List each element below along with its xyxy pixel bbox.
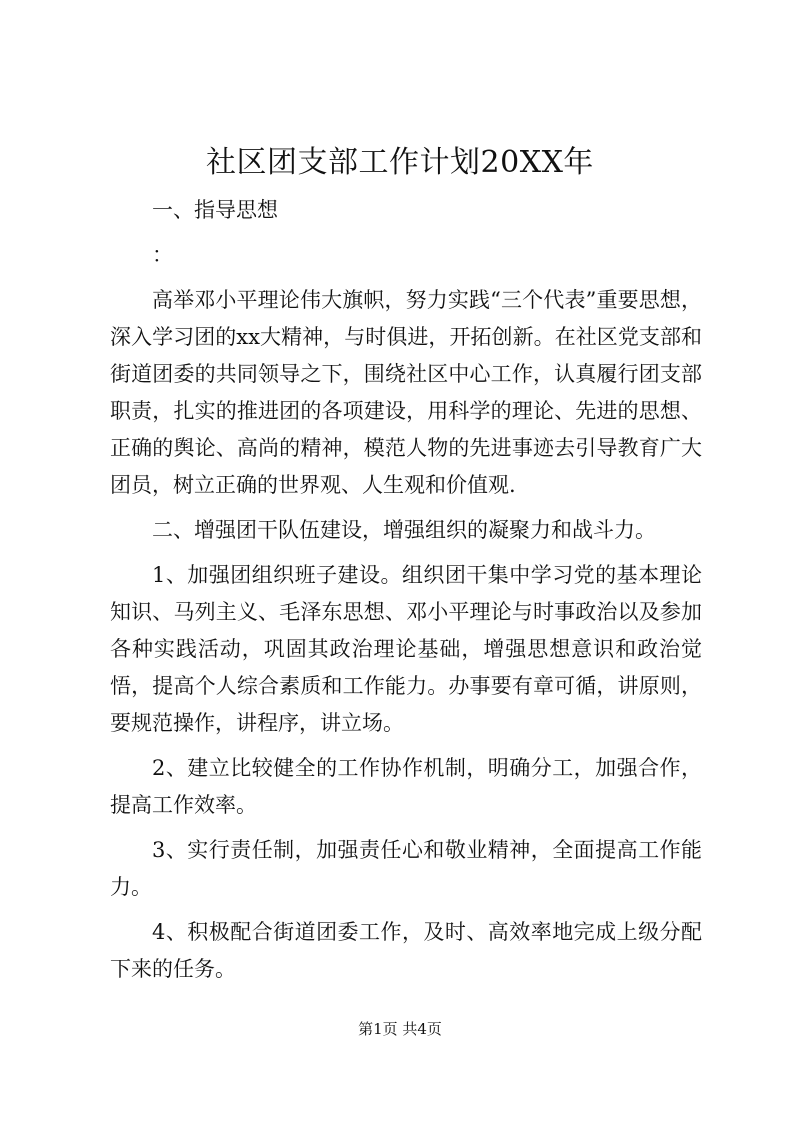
section-heading-guiding-ideology: 一、指导思想 xyxy=(152,198,278,222)
section-heading-team-building: 二、增强团干队伍建设，增强组织的凝聚力和战斗力。 xyxy=(152,518,656,542)
paragraph-guiding-ideology: 高举邓小平理论伟大旗帜，努力实践“三个代表”重要思想，深入学习团的xx大精神，与时俱进，开拓创新。在社区党支部和街道团委的共同领导之下，围绕社区中心工作，认真履行团支部职责，扎实的推进团的各项建设，用科学的理论、先进的思想、正确的舆论、高尚的精神，模范人物的先进事迹去引导教育广大团员，树立正确的世界观、人生观和价值观. xyxy=(110,288,702,497)
document-body xyxy=(110,192,702,996)
page-footer: 第1页 共4页 xyxy=(358,1020,442,1038)
list-item-4: 4、积极配合街道团委工作，及时、高效率地完成上级分配下来的任务。 xyxy=(110,920,702,981)
document-title: 社区团支部工作计划20XX年 xyxy=(206,145,594,180)
colon-line: ： xyxy=(152,243,173,267)
list-item-1: 1、加强团组织班子建设。组织团干集中学习党的基本理论知识、马列主义、毛泽东思想、邓小平理论与时事政治以及参加各种实践活动，巩固其政治理论基础，增强思想意识和政治觉悟，提高个人综合素质和工作能力。办事要有章可循，讲原则，要规范操作，讲程序，讲立场。 xyxy=(110,563,702,735)
list-item-3: 3、实行责任制，加强责任心和敬业精神，全面提高工作能力。 xyxy=(110,838,702,899)
list-item-2: 2、建立比较健全的工作协作机制，明确分工，加强合作，提高工作效率。 xyxy=(110,756,702,817)
